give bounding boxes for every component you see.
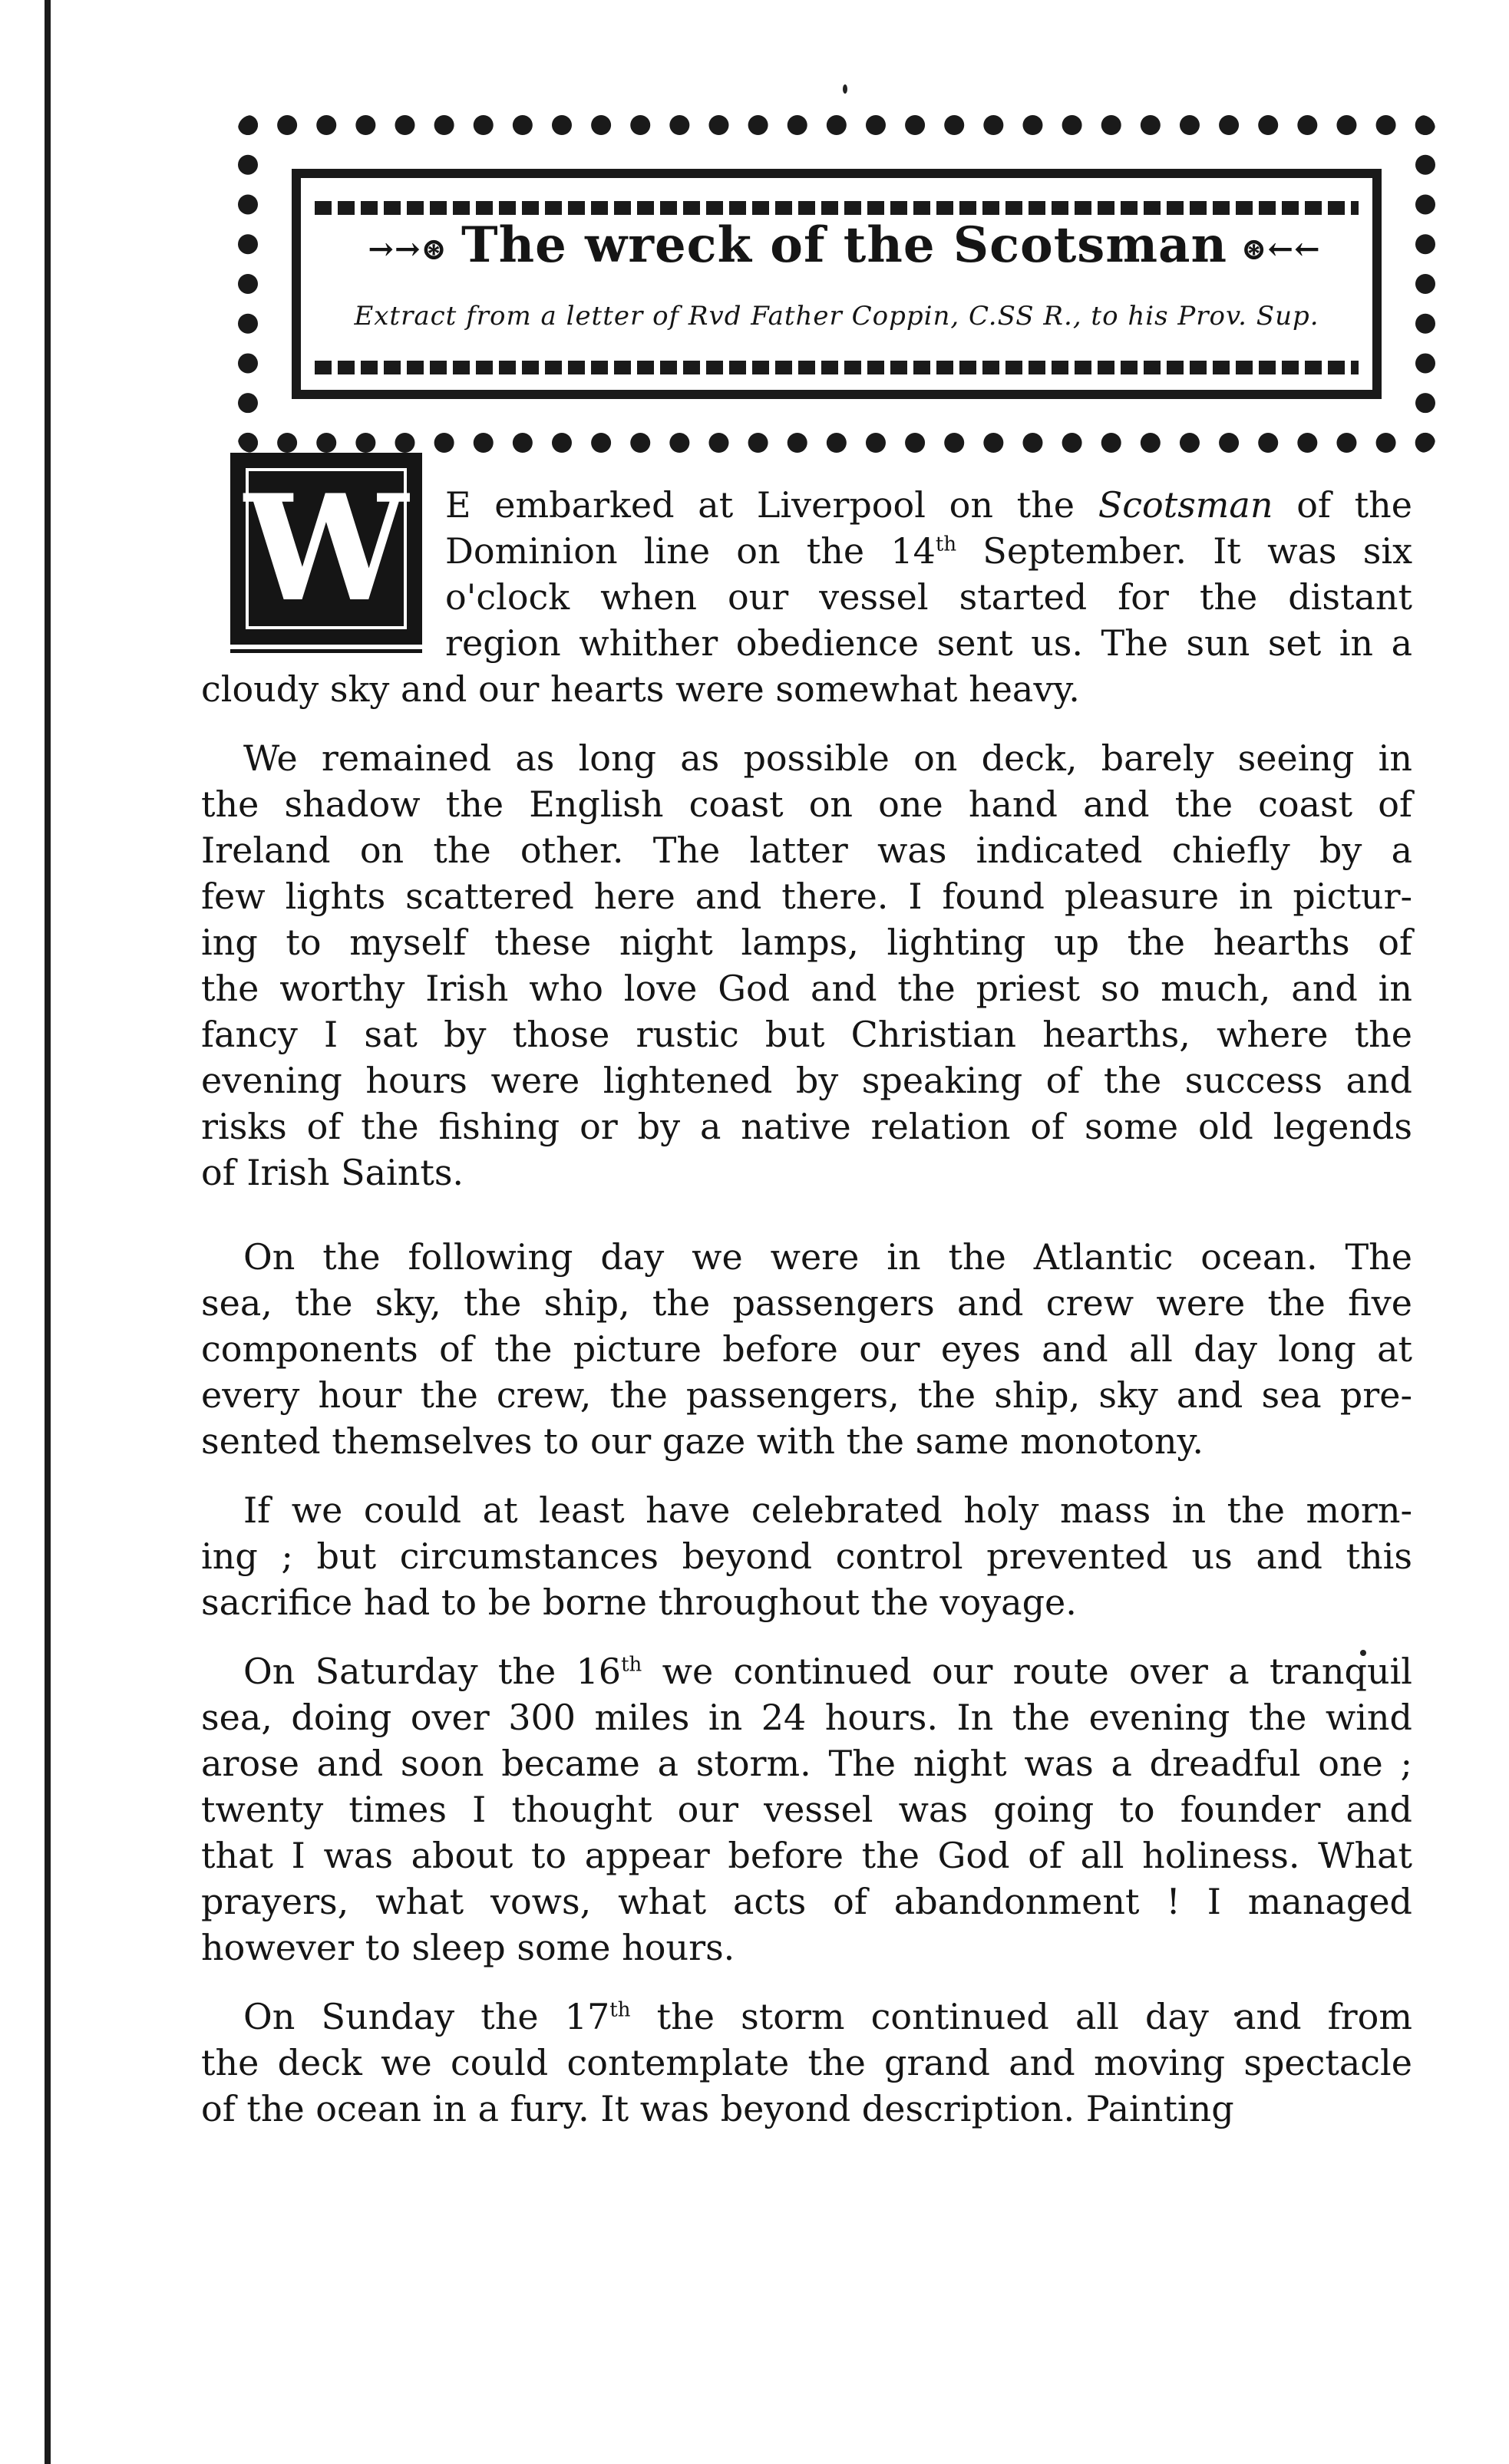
text-line (243, 1648, 1412, 1694)
article-subtitle: Extract from a letter of Rvd Father Coppin, C.SS R., to his Prov. Sup. (354, 301, 1319, 332)
text-segment: ing ; but circumstances beyond control prevented us and this (201, 1535, 1412, 1577)
ship-name: Scotsman (1098, 484, 1273, 526)
text-segment: we continued our route over a tranquil (642, 1651, 1413, 1692)
text-segment: If we could at least have celebrated holy mass in the morn- (243, 1489, 1412, 1531)
text-line (201, 873, 1412, 919)
text-segment: sea, doing over 300 miles in 24 hours. In the evening the wind (201, 1697, 1412, 1738)
ordinal-suffix: th (621, 1653, 642, 1677)
text-segment: sacrifice had to be borne throughout the voyage. (201, 1582, 1077, 1623)
text-line (201, 827, 1412, 873)
text-line (201, 1103, 1412, 1150)
text-segment: that I was about to appear before the God of all holiness. What (201, 1835, 1412, 1876)
article-title (345, 216, 1343, 274)
text-segment: ing to myself these night lamps, lighting up the hearths of (201, 922, 1412, 963)
text-segment: of the (1273, 484, 1412, 526)
text-line (201, 1740, 1412, 1786)
text-line (201, 1372, 1412, 1418)
text-line (243, 1234, 1412, 1280)
text-line (201, 919, 1412, 965)
text-segment: sea, the sky, the ship, the passengers and crew were the five (201, 1282, 1412, 1324)
drop-cap-letter: W (244, 463, 408, 634)
text-line (201, 1418, 1412, 1464)
text-segment: however to sleep some hours. (201, 1927, 735, 1968)
text-segment: fancy I sat by those rustic but Christian hearths, where the (201, 1014, 1412, 1055)
text-segment: arose and soon became a storm. The night was a dreadful one ; (201, 1743, 1412, 1784)
text-line (201, 1879, 1412, 1925)
text-segment: components of the picture before our eyes and all day long at (201, 1328, 1412, 1370)
text-line (201, 1011, 1412, 1057)
text-line (201, 1326, 1412, 1372)
text-segment: We remained as long as possible on deck, barely seeing in (243, 737, 1412, 779)
text-line (201, 1832, 1412, 1879)
text-line (201, 1925, 1412, 1971)
text-line (243, 1487, 1412, 1533)
text-segment: twenty times I thought our vessel was going to founder and (201, 1789, 1412, 1830)
text-line (201, 1150, 1412, 1196)
text-line (445, 528, 1412, 574)
ornamental-chain-bottom (315, 361, 1359, 374)
drop-cap-rule (230, 649, 422, 653)
text-line (201, 2040, 1412, 2086)
text-segment: evening hours were lightened by speaking of the success and (201, 1060, 1412, 1101)
text-segment: cloudy sky and our hearts were somewhat heavy. (201, 668, 1080, 710)
text-segment: Ireland on the other. The latter was indicated chiefly by a (201, 830, 1412, 871)
article-title-text: The wreck of the Scotsman (461, 216, 1228, 274)
text-line (201, 1694, 1412, 1740)
text-line (201, 1057, 1412, 1103)
text-line (445, 574, 1412, 620)
text-segment: few lights scattered here and there. I found pleasure in pictur- (201, 876, 1412, 917)
text-line (201, 965, 1412, 1011)
text-segment: Dominion line on the 14 (445, 530, 936, 572)
text-segment: of the ocean in a fury. It was beyond description. Painting (201, 2088, 1234, 2129)
text-segment: risks of the fishing or by a native relation of some old legends (201, 1106, 1412, 1147)
page-binding-edge (45, 0, 51, 2464)
text-line (201, 2086, 1412, 2132)
text-line (201, 1533, 1412, 1579)
text-segment: E embarked at Liverpool on the (445, 484, 1098, 526)
text-segment: September. It was six (956, 530, 1413, 572)
text-line (201, 1280, 1412, 1326)
text-segment: On the following day we were in the Atlantic ocean. The (243, 1236, 1412, 1278)
text-segment: the deck we could contemplate the grand and moving spectacle (201, 2042, 1412, 2083)
text-segment: On Saturday the 16 (243, 1651, 622, 1692)
text-line (201, 781, 1412, 827)
text-segment: the worthy Irish who love God and the priest so much, and in (201, 968, 1412, 1009)
text-segment: every hour the crew, the passengers, the ship, sky and sea pre- (201, 1374, 1412, 1416)
text-line (243, 735, 1412, 781)
text-segment: the shadow the English coast on one hand and the coast of (201, 783, 1412, 825)
text-segment: the storm continued all day and from (630, 1996, 1412, 2037)
text-line (201, 666, 1412, 712)
text-segment: prayers, what vows, what acts of abandonment ! I managed (201, 1881, 1412, 1922)
text-line (445, 620, 1412, 666)
text-segment: region whither obedience sent us. The sun set in a (445, 622, 1412, 664)
drop-cap (230, 453, 422, 645)
ordinal-suffix: th (609, 1998, 631, 2022)
ornamental-chain-top (315, 201, 1359, 215)
text-line (201, 1786, 1412, 1832)
text-segment: o'clock when our vessel started for the distant (445, 576, 1412, 618)
ordinal-suffix: th (935, 533, 957, 556)
left-arrow-ornament-icon: →→⊛ (368, 231, 447, 267)
right-arrow-ornament-icon: ⊛←← (1241, 231, 1321, 267)
page-speck (843, 84, 847, 94)
text-line (201, 1579, 1412, 1625)
text-segment: On Sunday the 17 (243, 1996, 610, 2037)
text-line (243, 1994, 1412, 2040)
text-line (445, 482, 1412, 528)
text-segment: sented themselves to our gaze with the same monotony. (201, 1420, 1204, 1462)
text-segment: of Irish Saints. (201, 1152, 464, 1193)
